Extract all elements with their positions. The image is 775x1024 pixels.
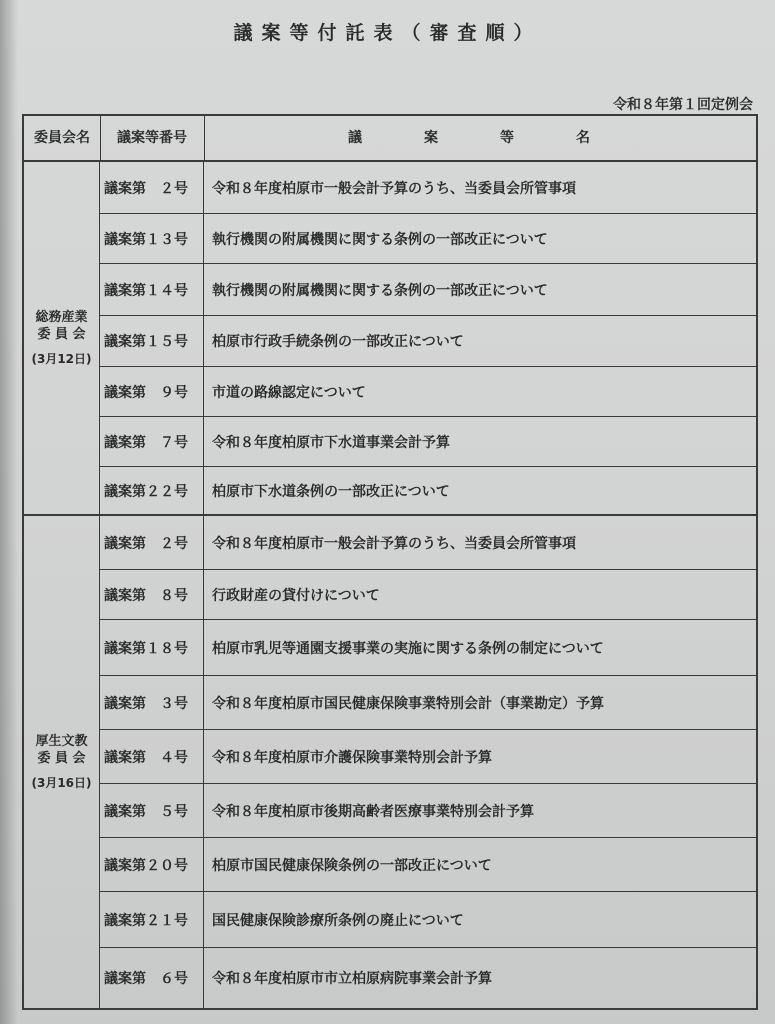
bill-name: 柏原市国民健康保険条例の一部改正について <box>212 857 492 874</box>
bill-number: 議案第 ７号 <box>100 417 204 466</box>
table-row <box>100 467 756 514</box>
bill-name: 市道の路線認定について <box>212 384 366 401</box>
table-row <box>100 676 756 730</box>
bill-number: 議案第 ９号 <box>100 367 204 416</box>
bill-name: 行政財産の貸付けについて <box>212 587 380 604</box>
table-row <box>100 162 756 214</box>
table-row <box>100 367 756 417</box>
bill-rows <box>100 162 756 514</box>
table-row <box>100 838 756 892</box>
table-row <box>100 784 756 838</box>
bill-number: 議案第２０号 <box>100 838 204 891</box>
referral-table <box>22 114 758 1010</box>
bill-number: 議案第 ２号 <box>100 516 204 569</box>
committee-name-line2: 委 員 会 <box>37 750 86 766</box>
committee-date: (3月16日) <box>31 775 92 790</box>
bill-name: 柏原市乳児等通園支援事業の実施に関する条例の制定について <box>212 640 604 657</box>
table-row <box>100 417 756 467</box>
bill-number: 議案第 ５号 <box>100 784 204 837</box>
committee-group-somu <box>24 162 756 516</box>
bill-name: 令和８年度柏原市一般会計予算のうち、当委員会所管事項 <box>212 535 576 552</box>
document-title: 議案等付託表（審査順） <box>233 22 542 44</box>
session-label: 令和８年第１回定例会 <box>613 97 753 113</box>
committee-date: (3月12日) <box>31 351 92 366</box>
header-committee: 委員会名 <box>24 116 101 160</box>
table-row <box>100 316 756 367</box>
committee-cell <box>24 516 100 1008</box>
bill-name: 令和８年度柏原市市立柏原病院事業会計予算 <box>212 971 492 987</box>
bill-number: 議案第 ８号 <box>100 570 204 619</box>
bill-name: 執行機関の附属機関に関する条例の一部改正について <box>212 231 548 248</box>
table-row <box>100 620 756 676</box>
table-row <box>100 264 756 316</box>
committee-cell <box>24 162 100 514</box>
header-number: 議案等番号 <box>100 116 205 160</box>
bill-name: 令和８年度柏原市後期高齢者医療事業特別会計予算 <box>212 803 534 820</box>
committee-name-line1: 厚生文教 <box>35 733 88 749</box>
bill-name: 令和８年度柏原市介護保険事業特別会計予算 <box>212 749 492 766</box>
table-row <box>100 516 756 570</box>
bill-number: 議案第 ２号 <box>100 162 204 213</box>
bill-number: 議案第 ３号 <box>100 676 204 729</box>
bill-name: 国民健康保険診療所条例の廃止について <box>212 912 464 929</box>
table-row <box>100 730 756 784</box>
bill-rows <box>100 516 756 1008</box>
bill-number: 議案第２２号 <box>100 467 204 514</box>
header-name: 議 案 等 名 <box>348 130 614 146</box>
table-header <box>24 116 756 162</box>
bill-name: 柏原市下水道条例の一部改正について <box>212 483 450 500</box>
bill-number: 議案第１４号 <box>100 264 204 315</box>
committee-name-line2: 委 員 会 <box>37 326 86 342</box>
table-row <box>100 214 756 264</box>
table-row <box>100 892 756 948</box>
page-shadow <box>0 0 18 1024</box>
bill-number: 議案第１３号 <box>100 214 204 263</box>
table-row <box>100 570 756 620</box>
bill-number: 議案第 ６号 <box>100 948 204 1008</box>
bill-number: 議案第１８号 <box>100 620 204 675</box>
committee-name-line1: 総務産業 <box>35 309 88 325</box>
bill-number: 議案第 ４号 <box>100 730 204 783</box>
bill-name: 執行機関の附属機関に関する条例の一部改正について <box>212 282 548 299</box>
bill-number: 議案第１５号 <box>100 316 204 366</box>
table-row <box>100 948 756 1008</box>
committee-group-kosei <box>24 516 756 1008</box>
bill-name: 令和８年度柏原市国民健康保険事業特別会計（事業勘定）予算 <box>212 695 604 712</box>
bill-name: 令和８年度柏原市一般会計予算のうち、当委員会所管事項 <box>212 180 576 197</box>
bill-name: 柏原市行政手続条例の一部改正について <box>212 334 464 350</box>
bill-name: 令和８年度柏原市下水道事業会計予算 <box>212 434 450 451</box>
bill-number: 議案第２１号 <box>100 892 204 947</box>
